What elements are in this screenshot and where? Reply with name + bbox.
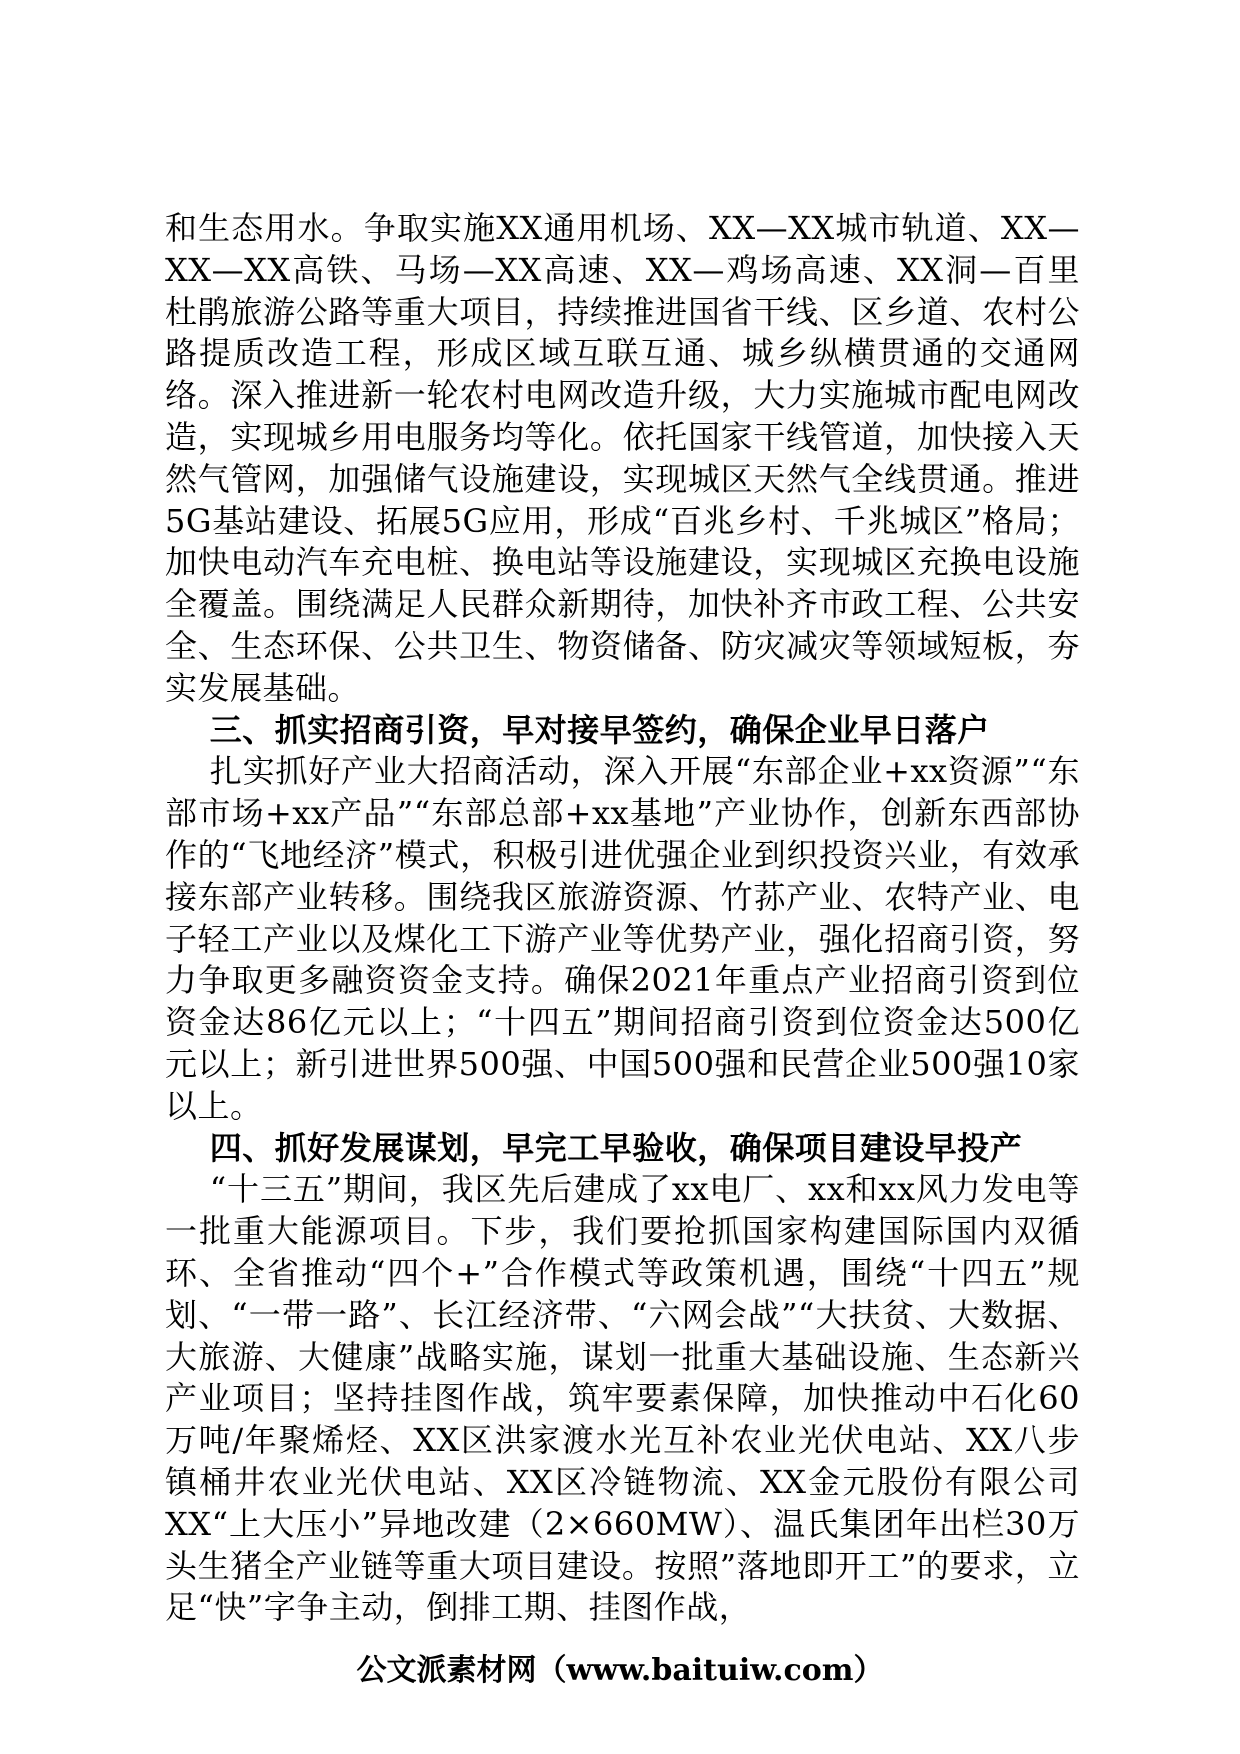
body-paragraph-3: “十三五”期间，我区先后建成了xx电厂、xx和xx风力发电等一批重大能源项目。下步，我们要抢抓国家构建国际国内双循环、全省推动“四个+”合作模式等政策机遇，围绕“十四五”规划、“一带一路”、长江经济带、“六网会战”“大扶贫、大数据、大旅游、大健康”战略实施，谋划一批重大基础设施、生态新兴产业项目；坚持挂图作战，筑牢要素保障，加快推动中石化60万吨/年聚烯烃、XX区洪家渡水光互补农业光伏电站、XX八步镇桶井农业光伏电站、XX区冷链物流、XX金元股份有限公司XX“上大压小”异地改建（2×660MW）、温氏集团年出栏30万头生猪全产业链等重大项目建设。按照”落地即开工”的要求，立足“快”字争主动，倒排工期、挂图作战， [165, 1170, 1080, 1627]
body-paragraph-1: 和生态用水。争取实施XX通用机场、XX—XX城市轨道、XX—XX—XX高铁、马场—XX高速、XX—鸡场高速、XX洞—百里杜鹃旅游公路等重大项目，持续推进国省干线、区乡道、农村公路提质改造工程，形成区域互联互通、城乡纵横贯通的交通网络。深入推进新一轮农村电网改造升级，大力实施城市配电网改造，实现城乡用电服务均等化。依托国家干线管道，加快接入天然气管网，加强储气设施建设，实现城区天然气全线贯通。推进5G基站建设、拓展5G应用，形成“百兆乡村、千兆城区”格局；加快电动汽车充电桩、换电站等设施建设，实现城区充换电设施全覆盖。围绕满足人民群众新期待，加快补齐市政工程、公共安全、生态环保、公共卫生、物资储备、防灾减灾等领域短板，夯实发展基础。 [165, 209, 1080, 707]
section-heading-4: 四、抓好发展谋划，早完工早验收，确保项目建设早投产 [209, 1128, 1023, 1167]
document-body [165, 208, 1080, 1629]
section-heading-3: 三、抓实招商引资，早对接早签约，确保企业早日落户 [209, 710, 990, 749]
body-paragraph-2: 扎实抓好产业大招商活动，深入开展“东部企业+xx资源”“东部市场+xx产品”“东部总部+xx基地”产业协作，创新东西部协作的“飞地经济”模式，积极引进优强企业到织投资兴业，有效承接东部产业转移。围绕我区旅游资源、竹荪产业、农特产业、电子轻工产业以及煤化工下游产业等优势产业，强化招商引资，努力争取更多融资资金支持。确保2021年重点产业招商引资到位资金达86亿元以上；“十四五”期间招商引资到位资金达500亿元以上；新引进世界500强、中国500强和民营企业500强10家以上。 [165, 752, 1080, 1125]
page-footer: 公文派素材网（www.baituiw.com） [356, 1653, 884, 1688]
